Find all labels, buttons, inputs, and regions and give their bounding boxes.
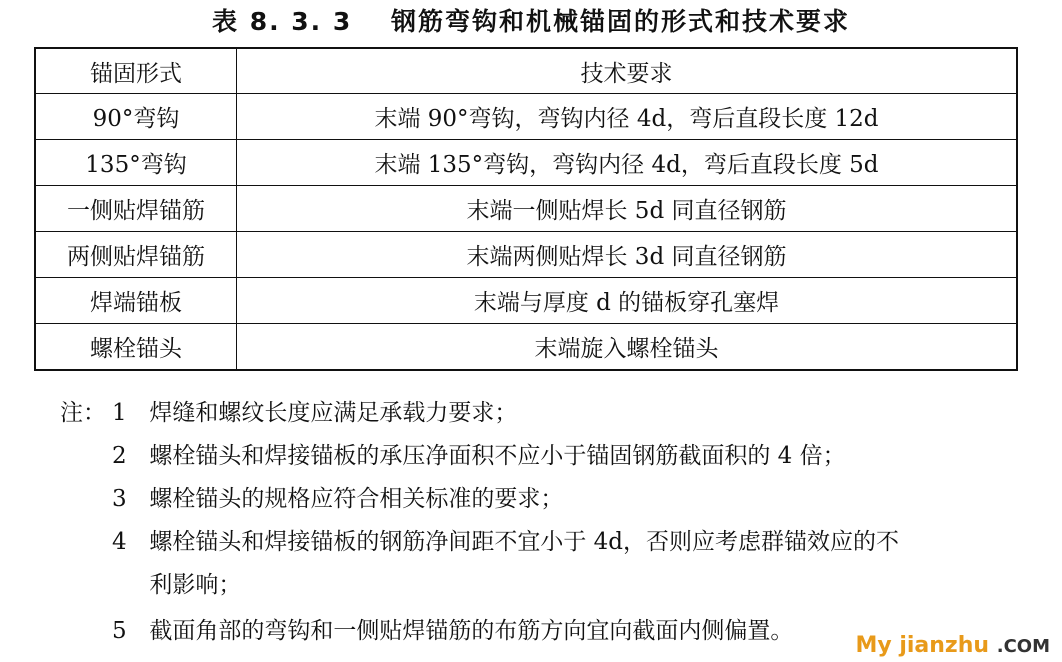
column-header-requirement: 技术要求 xyxy=(237,48,1018,94)
note-text: 焊缝和螺纹长度应满足承载力要求； xyxy=(149,400,518,426)
note-index: 5 xyxy=(112,618,127,644)
note-index: 2 xyxy=(112,443,127,469)
table-caption: 钢筋弯钩和机械锚固的形式和技术要求 xyxy=(391,7,851,36)
table-row xyxy=(35,140,1017,186)
cell-form: 一侧贴焊锚筋 xyxy=(35,186,237,232)
note-item xyxy=(112,523,899,556)
anchorage-table xyxy=(34,47,1018,371)
watermark-name: My jianzhu xyxy=(855,633,990,658)
note-item xyxy=(112,612,793,645)
table-title xyxy=(0,2,1062,38)
table-header-row xyxy=(35,48,1017,94)
notes-lead: 注： xyxy=(60,400,106,426)
cell-requirement: 末端一侧贴焊长 5d 同直径钢筋 xyxy=(237,186,1018,232)
note-item xyxy=(112,394,517,427)
table-row xyxy=(35,278,1017,324)
note-text: 利影响； xyxy=(149,572,242,598)
cell-requirement: 末端旋入螺栓锚头 xyxy=(237,324,1018,371)
cell-form: 135°弯钩 xyxy=(35,140,237,186)
cell-form: 焊端锚板 xyxy=(35,278,237,324)
column-header-form: 锚固形式 xyxy=(35,48,237,94)
note-text: 螺栓锚头的规格应符合相关标准的要求； xyxy=(149,486,564,512)
watermark-domain: .COM xyxy=(996,636,1050,657)
cell-form: 90°弯钩 xyxy=(35,94,237,140)
note-item xyxy=(112,437,846,470)
table-row xyxy=(35,324,1017,371)
note-index: 1 xyxy=(112,400,127,426)
note-index: 4 xyxy=(112,529,127,555)
table-number: 表 8. 3. 3 xyxy=(211,7,353,36)
cell-requirement: 末端两侧贴焊长 3d 同直径钢筋 xyxy=(237,232,1018,278)
site-watermark xyxy=(855,633,1050,658)
note-item xyxy=(112,480,563,513)
table-row xyxy=(35,232,1017,278)
note-text: 螺栓锚头和焊接锚板的钢筋净间距不宜小于 4d，否则应考虑群锚效应的不 xyxy=(149,529,899,555)
cell-requirement: 末端与厚度 d 的锚板穿孔塞焊 xyxy=(237,278,1018,324)
cell-requirement: 末端 90°弯钩，弯钩内径 4d，弯后直段长度 12d xyxy=(237,94,1018,140)
note-item xyxy=(112,566,241,599)
note-index: 3 xyxy=(112,486,127,512)
note-text: 螺栓锚头和焊接锚板的承压净面积不应小于锚固钢筋截面积的 4 倍； xyxy=(149,443,846,469)
cell-form: 螺栓锚头 xyxy=(35,324,237,371)
table-row xyxy=(35,94,1017,140)
cell-requirement: 末端 135°弯钩，弯钩内径 4d，弯后直段长度 5d xyxy=(237,140,1018,186)
table-row xyxy=(35,186,1017,232)
note-text: 截面角部的弯钩和一侧贴焊锚筋的布筋方向宜向截面内侧偏置。 xyxy=(149,618,794,644)
cell-form: 两侧贴焊锚筋 xyxy=(35,232,237,278)
